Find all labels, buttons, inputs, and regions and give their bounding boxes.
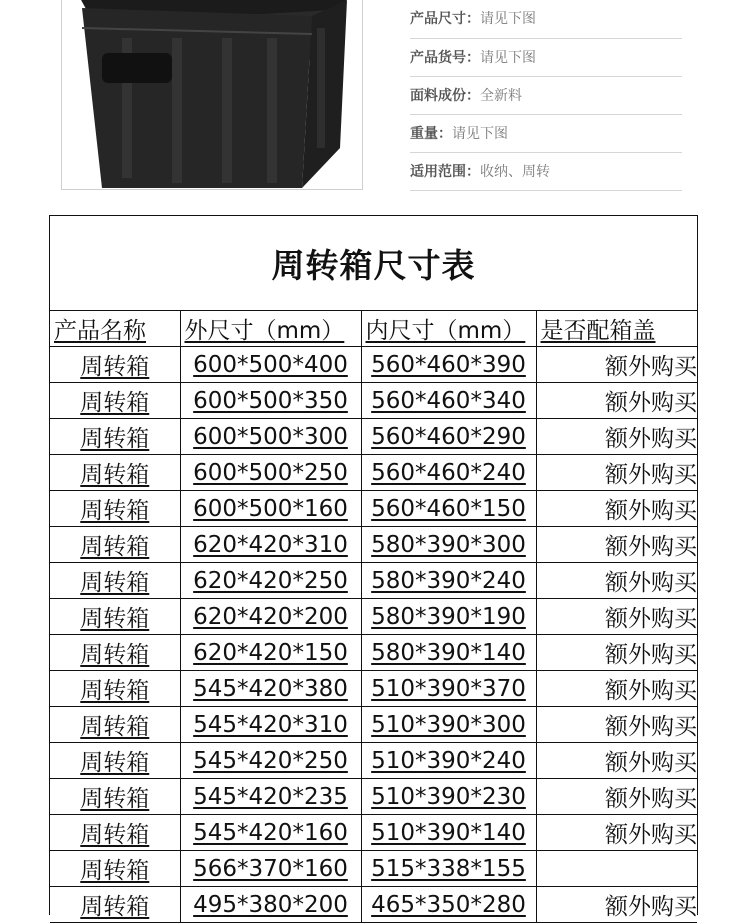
table-row: [50, 887, 697, 923]
product-photo: [61, 0, 363, 190]
turnover-box-image: [62, 0, 362, 189]
cell-inner-size: 560*460*340: [361, 383, 536, 419]
cell-inner-size: 510*390*370: [361, 671, 536, 707]
cell-inner-size: 560*460*150: [361, 491, 536, 527]
cell-product-name: 周转箱: [50, 347, 180, 383]
spec-key: 产品货号: [410, 50, 466, 66]
spec-value: 请见下图: [452, 126, 508, 142]
cell-lid: 额外购买: [536, 599, 697, 635]
header-product-name: 产品名称: [50, 311, 180, 347]
table-row: [50, 599, 697, 635]
cell-outer-size: 545*420*310: [180, 707, 361, 743]
spec-row: 产品货号：请见下图: [410, 39, 682, 77]
cell-lid: 额外购买: [536, 815, 697, 851]
spec-row: 适用范围：收纳、周转: [410, 153, 682, 191]
size-table-grid: [50, 311, 697, 923]
cell-inner-size: 510*390*230: [361, 779, 536, 815]
spec-row: 面料成份：全新料: [410, 77, 682, 115]
cell-product-name: 周转箱: [50, 743, 180, 779]
table-row: [50, 347, 697, 383]
product-spec-list: [410, 0, 682, 191]
table-row: [50, 563, 697, 599]
cell-inner-size: 560*460*240: [361, 455, 536, 491]
cell-product-name: 周转箱: [50, 815, 180, 851]
cell-lid: 额外购买: [536, 743, 697, 779]
table-row: [50, 671, 697, 707]
cell-outer-size: 545*420*250: [180, 743, 361, 779]
cell-product-name: 周转箱: [50, 887, 180, 923]
cell-outer-size: 620*420*250: [180, 563, 361, 599]
cell-lid: 额外购买: [536, 347, 697, 383]
table-row: [50, 743, 697, 779]
cell-lid: 额外购买: [536, 491, 697, 527]
cell-inner-size: 580*390*300: [361, 527, 536, 563]
cell-product-name: 周转箱: [50, 851, 180, 887]
spec-value: 收纳、周转: [480, 164, 550, 180]
cell-outer-size: 545*420*160: [180, 815, 361, 851]
cell-product-name: 周转箱: [50, 707, 180, 743]
table-title: 周转箱尺寸表: [50, 216, 697, 311]
cell-outer-size: 600*500*250: [180, 455, 361, 491]
cell-lid: 额外购买: [536, 671, 697, 707]
table-row: [50, 779, 697, 815]
cell-outer-size: 566*370*160: [180, 851, 361, 887]
table-row: [50, 815, 697, 851]
cell-inner-size: 560*460*390: [361, 347, 536, 383]
cell-product-name: 周转箱: [50, 455, 180, 491]
header-outer-size: 外尺寸（mm）: [180, 311, 361, 347]
table-row: [50, 635, 697, 671]
table-row: [50, 383, 697, 419]
cell-lid: 额外购买: [536, 563, 697, 599]
spec-value: 请见下图: [480, 11, 536, 27]
cell-lid: 额外购买: [536, 887, 697, 923]
cell-outer-size: 600*500*160: [180, 491, 361, 527]
spec-key: 面料成份: [410, 88, 466, 104]
header-lid: 是否配箱盖: [536, 311, 697, 347]
spec-row: 产品尺寸：请见下图: [410, 0, 682, 39]
cell-inner-size: 515*338*155: [361, 851, 536, 887]
cell-inner-size: 510*390*240: [361, 743, 536, 779]
spec-key: 重量: [410, 126, 438, 142]
cell-outer-size: 545*420*235: [180, 779, 361, 815]
cell-inner-size: 580*390*190: [361, 599, 536, 635]
table-row: [50, 419, 697, 455]
cell-product-name: 周转箱: [50, 491, 180, 527]
table-header-row: [50, 311, 697, 347]
cell-product-name: 周转箱: [50, 563, 180, 599]
cell-product-name: 周转箱: [50, 671, 180, 707]
cell-lid: 额外购买: [536, 383, 697, 419]
spec-value: 请见下图: [480, 50, 536, 66]
header-inner-size: 内尺寸（mm）: [361, 311, 536, 347]
cell-product-name: 周转箱: [50, 527, 180, 563]
spec-key: 产品尺寸: [410, 11, 466, 27]
cell-inner-size: 580*390*240: [361, 563, 536, 599]
spec-key: 适用范围: [410, 164, 466, 180]
cell-outer-size: 495*380*200: [180, 887, 361, 923]
cell-inner-size: 560*460*290: [361, 419, 536, 455]
cell-outer-size: 620*420*310: [180, 527, 361, 563]
cell-lid: 额外购买: [536, 527, 697, 563]
spec-value: 全新料: [480, 88, 522, 104]
cell-outer-size: 600*500*300: [180, 419, 361, 455]
cell-inner-size: 510*390*300: [361, 707, 536, 743]
cell-lid: 额外购买: [536, 779, 697, 815]
table-row: [50, 455, 697, 491]
size-table: [49, 215, 698, 920]
cell-outer-size: 600*500*350: [180, 383, 361, 419]
cell-lid: 额外购买: [536, 419, 697, 455]
cell-lid: 额外购买: [536, 707, 697, 743]
table-row: [50, 491, 697, 527]
cell-product-name: 周转箱: [50, 383, 180, 419]
table-row: [50, 527, 697, 563]
cell-outer-size: 600*500*400: [180, 347, 361, 383]
cell-lid: 额外购买: [536, 455, 697, 491]
cell-outer-size: 545*420*380: [180, 671, 361, 707]
table-row: [50, 851, 697, 887]
cell-outer-size: 620*420*200: [180, 599, 361, 635]
cell-inner-size: 465*350*280: [361, 887, 536, 923]
cell-product-name: 周转箱: [50, 419, 180, 455]
cell-outer-size: 620*420*150: [180, 635, 361, 671]
cell-lid: 额外购买: [536, 635, 697, 671]
cell-product-name: 周转箱: [50, 599, 180, 635]
spec-row: 重量：请见下图: [410, 115, 682, 153]
cell-inner-size: 510*390*140: [361, 815, 536, 851]
table-row: [50, 707, 697, 743]
cell-product-name: 周转箱: [50, 635, 180, 671]
cell-product-name: 周转箱: [50, 779, 180, 815]
cell-inner-size: 580*390*140: [361, 635, 536, 671]
cell-lid: [536, 851, 697, 887]
